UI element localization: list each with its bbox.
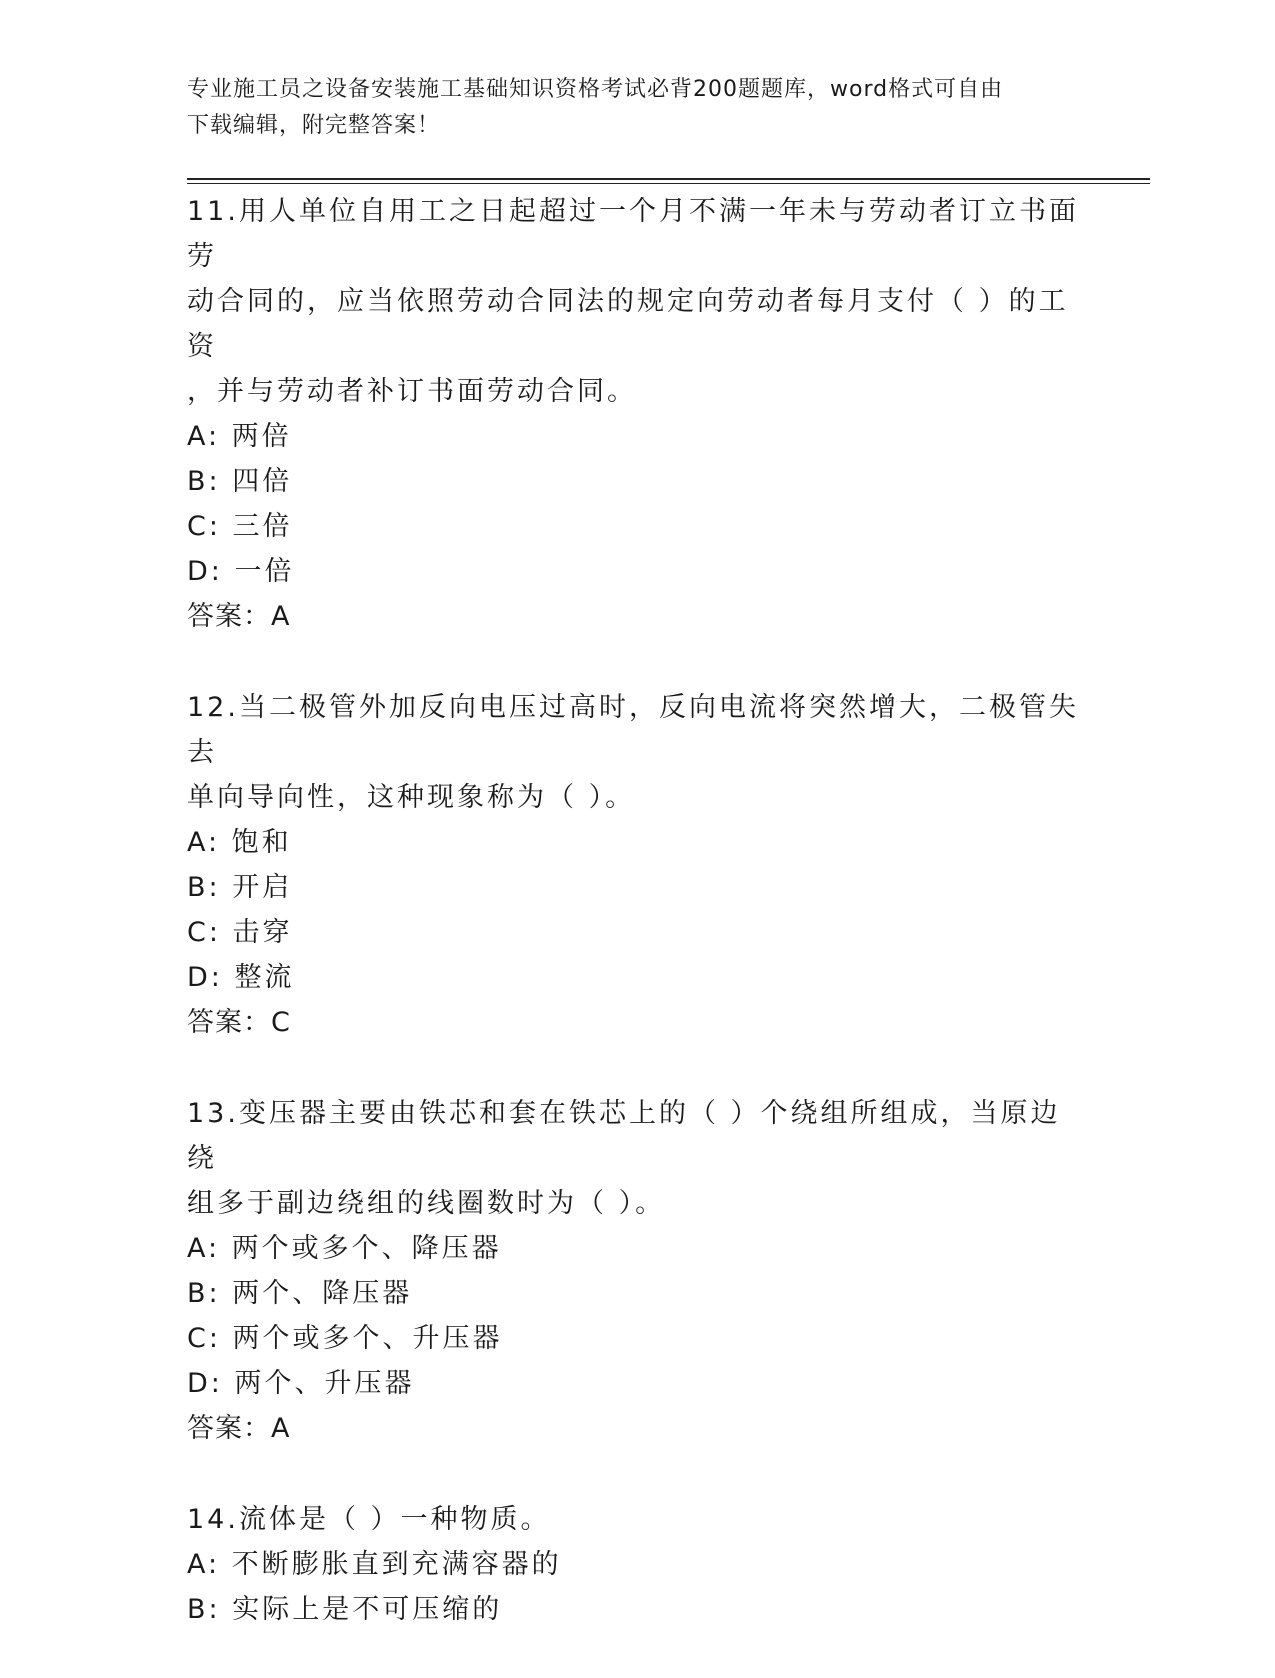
question-text-line: 12.当二极管外加反向电压过高时，反向电流将突然增大，二极管失去 [187, 692, 1079, 768]
question-text-line: ，并与劳动者补订书面劳动合同。 [187, 376, 637, 407]
option-b: B: 两个、降压器 [187, 1278, 413, 1309]
option-d: D: 两个、升压器 [187, 1368, 415, 1399]
option-a: A: 两倍 [187, 421, 292, 452]
header-rule-thin [187, 183, 1150, 184]
document-header [187, 72, 1067, 144]
option-c: C: 两个或多个、升压器 [187, 1323, 503, 1354]
option-a: A: 饱和 [187, 827, 292, 858]
option-a: A: 不断膨胀直到充满容器的 [187, 1549, 562, 1580]
header-line-1: 专业施工员之设备安装施工基础知识资格考试必背200题题库，word格式可自由 [187, 77, 1004, 102]
question-12 [187, 685, 1087, 1045]
question-text-line: 13.变压器主要由铁芯和套在铁芯上的（ ）个绕组所组成，当原边绕 [187, 1098, 1061, 1174]
option-a: A: 两个或多个、降压器 [187, 1233, 502, 1264]
option-d: D: 整流 [187, 962, 295, 993]
answer: 答案：C [187, 1007, 291, 1038]
question-text-line: 组多于副边绕组的线圈数时为（ ）。 [187, 1188, 666, 1219]
answer: 答案：A [187, 1413, 291, 1444]
header-rule-thick [187, 178, 1150, 180]
question-13 [187, 1091, 1087, 1451]
question-text-line: 14.流体是（ ）一种物质。 [187, 1504, 551, 1535]
option-c: C: 击穿 [187, 917, 293, 948]
option-b: B: 开启 [187, 872, 293, 903]
question-14 [187, 1497, 1087, 1632]
option-d: D: 一倍 [187, 556, 295, 587]
question-text-line: 动合同的，应当依照劳动合同法的规定向劳动者每月支付（ ）的工资 [187, 286, 1069, 362]
option-b: B: 四倍 [187, 466, 293, 497]
option-b: B: 实际上是不可压缩的 [187, 1594, 503, 1625]
question-list [187, 189, 1087, 1678]
answer: 答案：A [187, 601, 291, 632]
question-text-line: 11.用人单位自用工之日起超过一个月不满一年未与劳动者订立书面劳 [187, 196, 1079, 272]
question-text-line: 单向导向性，这种现象称为（ ）。 [187, 782, 636, 813]
header-line-2: 下载编辑，附完整答案！ [187, 113, 441, 138]
question-11 [187, 189, 1087, 639]
option-c: C: 三倍 [187, 511, 293, 542]
